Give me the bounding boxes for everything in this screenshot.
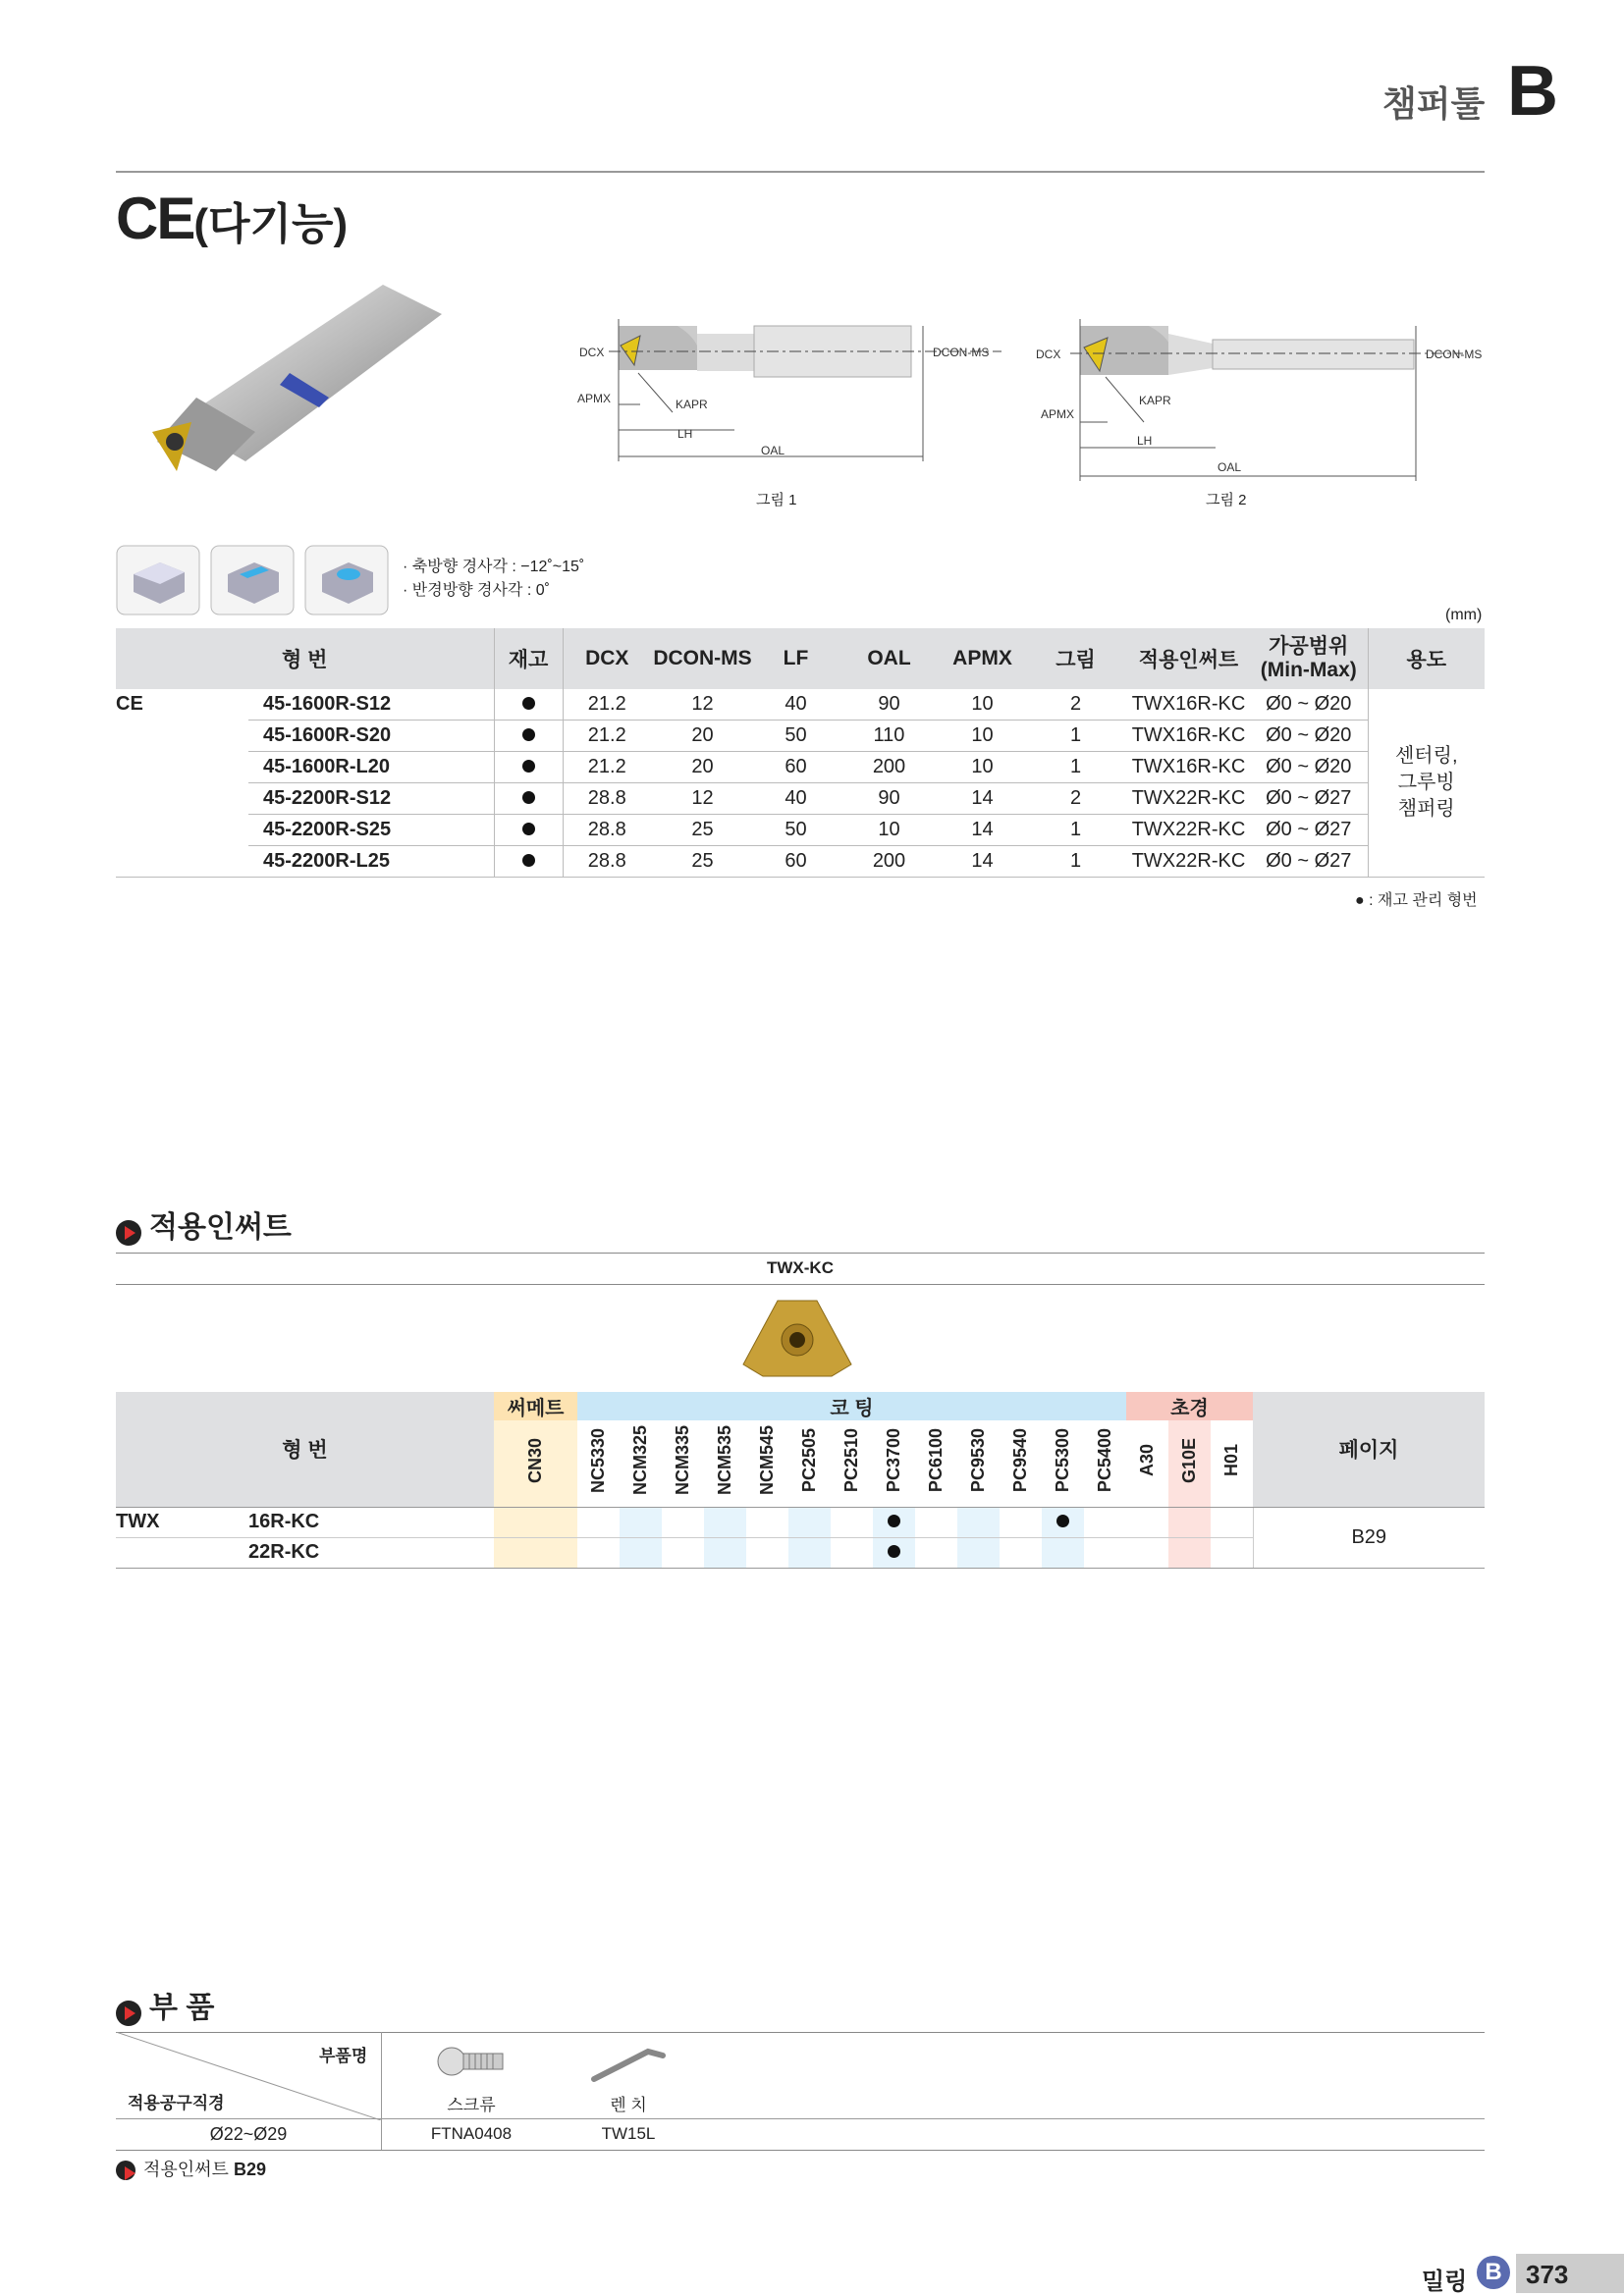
svg-text:KAPR: KAPR (676, 398, 708, 411)
page-title: CE(다기능) (116, 186, 349, 251)
grade-pc9530: PC9530 (957, 1420, 1000, 1507)
header-dcx: DCX (563, 628, 651, 689)
svg-text:LH: LH (677, 427, 693, 441)
grade-pc5400: PC5400 (1084, 1420, 1126, 1507)
insert-grade-table (116, 1392, 1485, 1569)
header-model: 형 번 (116, 628, 494, 689)
grade-pc2510: PC2510 (831, 1420, 873, 1507)
header-oal: OAL (838, 628, 941, 689)
screw-value: FTNA0408 (430, 2124, 513, 2143)
svg-text:APMX: APMX (1041, 407, 1075, 421)
svg-text:DCX: DCX (579, 346, 605, 359)
grade-pc3700: PC3700 (873, 1420, 915, 1507)
table-row: 45-2200R-S12 28.8 12 40 90 14 2 TWX22R-KC Ø0 ~ Ø27 (116, 783, 1485, 815)
screw-label: 스크류 (447, 2096, 496, 2114)
svg-text:APMX: APMX (577, 392, 612, 405)
grade-pc6100: PC6100 (915, 1420, 957, 1507)
page-ref: B29 (1253, 1507, 1485, 1568)
grade-nc5330: NC5330 (577, 1420, 620, 1507)
page-number: 373 (1526, 2260, 1569, 2289)
parts-name-label: 부품명 (319, 2047, 368, 2065)
availability-dot (888, 1515, 900, 1527)
angle-notes: · 축방향 경사각 : −12˚~15˚ · 반경방향 경사각 : 0˚ (403, 559, 585, 599)
header-apmx: APMX (941, 628, 1024, 689)
header-ultra: 초경 (1126, 1392, 1253, 1420)
header-stock: 재고 (494, 628, 563, 689)
screw-image (432, 2037, 511, 2086)
table-row: 45-1600R-L20 21.2 20 60 200 10 1 TWX16R-KC Ø0 ~ Ø20 (116, 752, 1485, 783)
spec-table (116, 628, 1485, 878)
header-page: 페이지 (1253, 1392, 1485, 1507)
stock-dot (522, 697, 535, 710)
header-cermet: 써메트 (494, 1392, 577, 1420)
svg-text:DCON-MS: DCON-MS (933, 346, 990, 359)
grade-g10e: G10E (1168, 1420, 1211, 1507)
figure-2-diagram (1021, 314, 1483, 510)
grade-pc9540: PC9540 (1000, 1420, 1042, 1507)
svg-text:OAL: OAL (761, 444, 785, 457)
category-title: 챔퍼툴 (1382, 83, 1486, 124)
table-row: 45-1600R-S20 21.2 20 50 110 10 1 TWX16R-KC Ø0 ~ Ø20 (116, 721, 1485, 752)
tool-product-image (137, 275, 452, 501)
header-range: 가공범위 (Min-Max) (1250, 628, 1368, 689)
header-dcon: DCON-MS (651, 628, 754, 689)
insert-reference: 적용인써트 B29 (116, 2156, 266, 2181)
svg-text:DCON-MS: DCON-MS (1426, 347, 1483, 361)
arrow-circle-icon (116, 1220, 141, 1246)
groove-milling-icon (210, 545, 295, 615)
header-coating: 코 팅 (577, 1392, 1126, 1420)
wrench-image (589, 2042, 668, 2086)
figure-1-diagram (560, 314, 1021, 510)
dia-value: Ø22~Ø29 (209, 2124, 288, 2144)
grade-h01: H01 (1211, 1420, 1253, 1507)
table-row: CE 45-1600R-S12 21.2 12 40 90 10 2 TWX16R-KC Ø0 ~ Ø20 센터링, 그루빙 챔퍼링 (116, 689, 1485, 721)
hole-chamfer-icon (304, 545, 389, 615)
footer-letter: B (1477, 2256, 1510, 2289)
grade-pc5300: PC5300 (1042, 1420, 1084, 1507)
svg-text:DCX: DCX (1036, 347, 1061, 361)
insert-image (738, 1296, 856, 1379)
availability-dot (1056, 1515, 1069, 1527)
footer-section: 밀링 (1422, 2269, 1468, 2295)
header-fig: 그림 (1024, 628, 1127, 689)
wrench-label: 렌 치 (610, 2096, 647, 2114)
svg-text:KAPR: KAPR (1139, 394, 1171, 407)
stock-dot (522, 854, 535, 867)
table-row: 45-2200R-L25 28.8 25 60 200 14 1 TWX22R-KC Ø0 ~ Ø27 (116, 846, 1485, 878)
insert-name: TWX-KC (767, 1258, 834, 1277)
wrench-value: TW15L (601, 2124, 656, 2143)
grade-a30: A30 (1126, 1420, 1168, 1507)
insert-section-title: 적용인써트 (116, 1202, 292, 1246)
stock-dot (522, 791, 535, 804)
stock-dot (522, 760, 535, 773)
svg-text:LH: LH (1137, 434, 1153, 448)
table-row: 22R-KC (116, 1537, 1485, 1568)
grade-cn30: CN30 (494, 1420, 577, 1507)
section-letter: B (1507, 52, 1558, 131)
grade-pc2505: PC2505 (788, 1420, 831, 1507)
svg-text:OAL: OAL (1218, 460, 1242, 474)
arrow-circle-icon (116, 2001, 141, 2026)
grade-ncm545: NCM545 (746, 1420, 788, 1507)
table-row: TWX 16R-KC B29 (116, 1507, 1485, 1537)
stock-dot (522, 823, 535, 835)
face-milling-icon (116, 545, 200, 615)
dia-label: 적용공구직경 (128, 2094, 225, 2112)
header-model: 형 번 (116, 1392, 494, 1507)
grade-ncm535: NCM535 (704, 1420, 746, 1507)
unit-label: (mm) (1445, 607, 1483, 623)
header-insert: 적용인써트 (1127, 628, 1250, 689)
stock-footnote: ● : 재고 관리 형번 (1355, 892, 1478, 909)
header-use: 용도 (1368, 628, 1485, 689)
availability-dot (888, 1545, 900, 1558)
parts-section-title: 부 품 (116, 1983, 214, 2026)
figure-2-caption: 그림 2 (1206, 492, 1247, 508)
grade-ncm325: NCM325 (620, 1420, 662, 1507)
stock-dot (522, 728, 535, 741)
table-row: 45-2200R-S25 28.8 25 50 10 14 1 TWX22R-KC Ø0 ~ Ø27 (116, 815, 1485, 846)
header-divider (116, 171, 1485, 173)
arrow-circle-icon (116, 2161, 135, 2180)
header-lf: LF (754, 628, 838, 689)
figure-1-caption: 그림 1 (756, 492, 797, 508)
use-cell: 센터링, 그루빙 챔퍼링 (1368, 689, 1485, 878)
grade-ncm335: NCM335 (662, 1420, 704, 1507)
application-icons (116, 545, 389, 615)
